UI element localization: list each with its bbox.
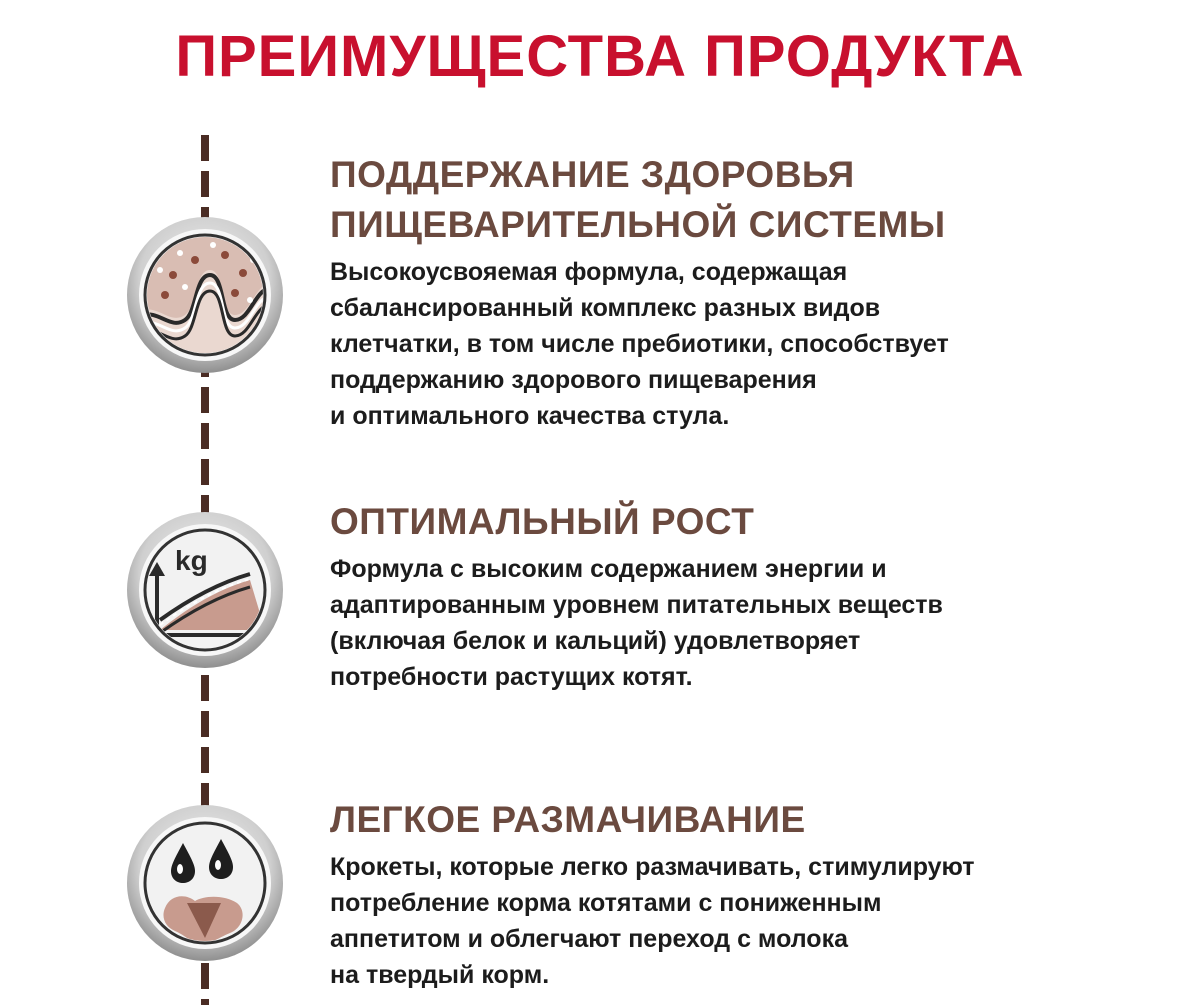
benefit-description: Формула с высоким содержанием энергии и адаптированным уровнем питательных веществ (включая белок и кальций) удовлетворяет потребности растущих котят. (330, 555, 943, 691)
benefit-easy-soaking (330, 795, 1190, 993)
kg-label: kg (175, 545, 208, 576)
digestive-system-icon (125, 215, 285, 375)
water-drops-kibble-icon (125, 803, 285, 963)
benefit-title: ОПТИМАЛЬНЫЙ РОСТ (330, 501, 755, 542)
page-title: ПРЕИМУЩЕСТВА ПРОДУКТА (175, 24, 1025, 89)
benefit-optimal-growth (330, 497, 1190, 695)
benefit-description: Крокеты, которые легко размачивать, стимулируют потребление корма котятами с пониженным аппетитом и облегчают переход с молока на твердый корм. (330, 853, 975, 989)
benefit-description: Высокоусвояемая формула, содержащая сбалансированный комплекс разных видов клетчатки, в том числе пребиотики, способствует поддержанию здорового пищеварения и оптимального качества стула. (330, 258, 949, 430)
benefit-digestive-health (330, 150, 1190, 434)
growth-weight-icon (125, 510, 285, 670)
benefit-title: ПОДДЕРЖАНИЕ ЗДОРОВЬЯ ПИЩЕВАРИТЕЛЬНОЙ СИСТЕМЫ (330, 154, 946, 245)
benefit-title: ЛЕГКОЕ РАЗМАЧИВАНИЕ (330, 799, 806, 840)
